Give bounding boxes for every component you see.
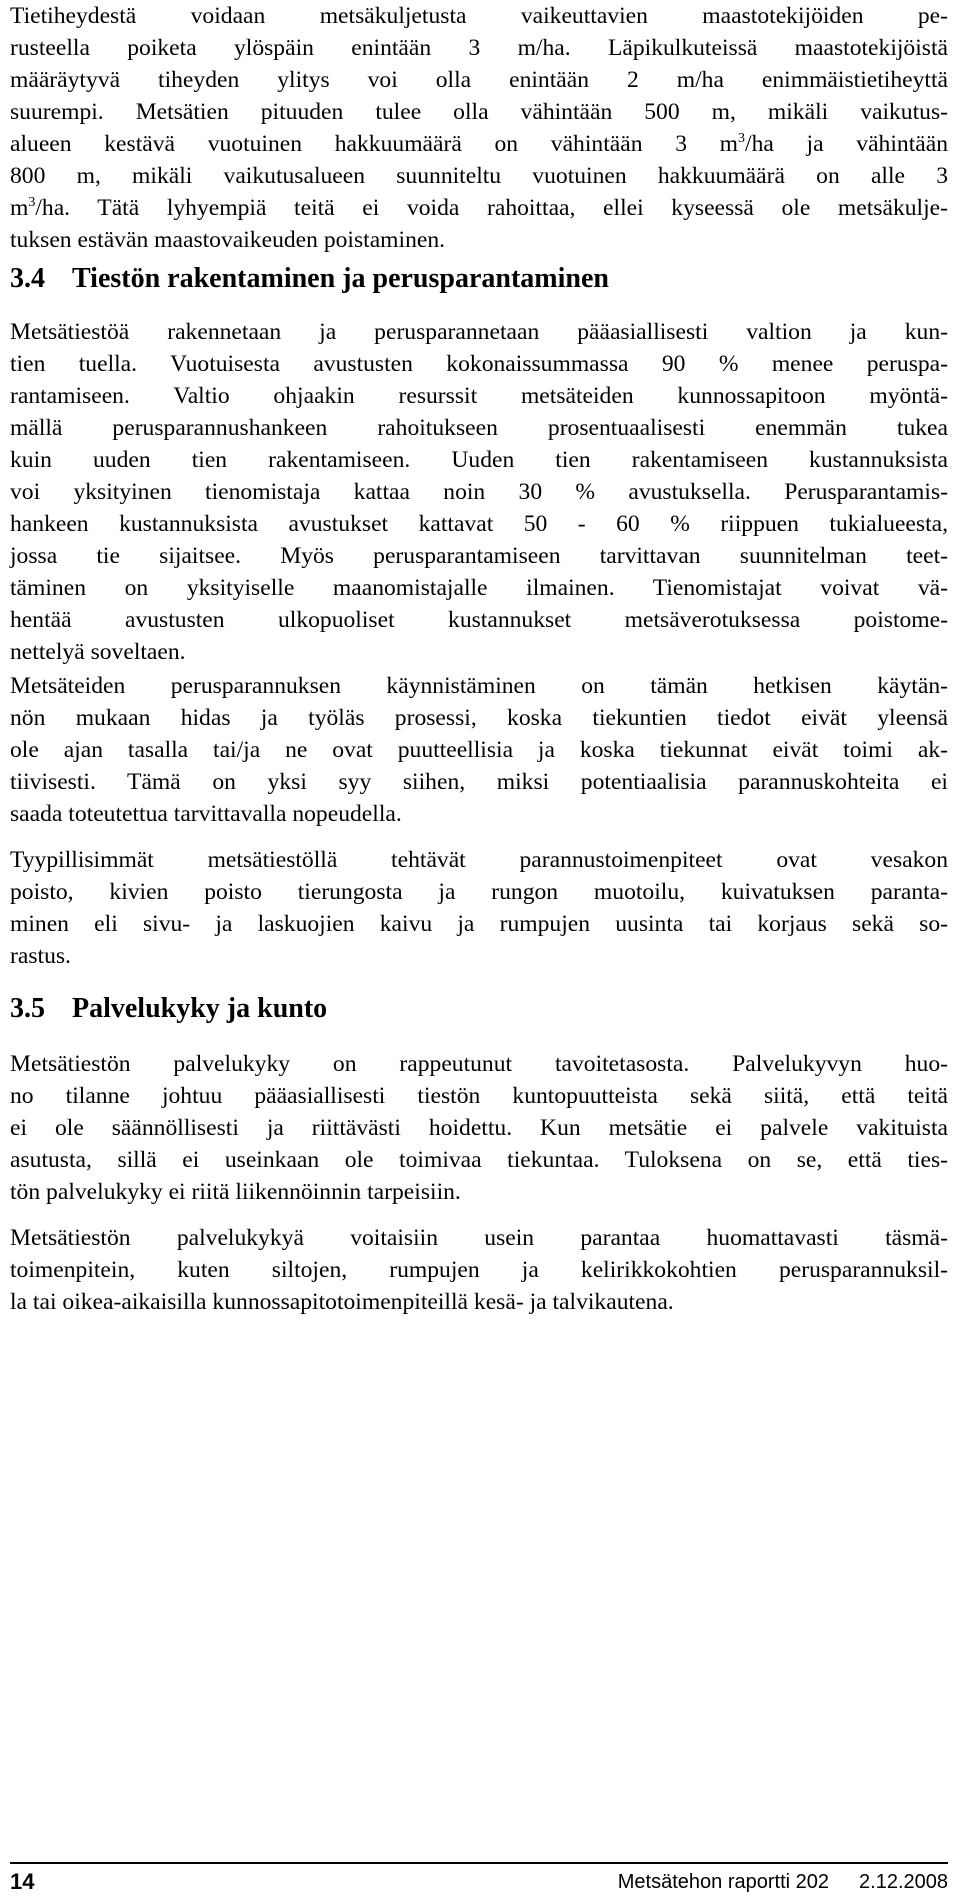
text-line: 800 m, mikäli vaikutusalueen suunniteltu vuotuinen hakkuumäärä on alle 3 xyxy=(10,163,948,189)
text-line: tiivisesti. Tämä on yksi syy siihen, miksi potentiaalisia parannuskohteita ei xyxy=(10,769,948,795)
text-line: täminen on yksityiselle maanomistajalle ilmainen. Tienomistajat voivat vä- xyxy=(10,575,948,601)
report-info xyxy=(618,1868,948,1896)
text-line: poisto, kivien poisto tierungosta ja rungon muotoilu, kuivatuksen paranta- xyxy=(10,879,948,905)
text-line: no tilanne johtuu pääasiallisesti tiestön kuntopuutteista sekä siitä, että teitä xyxy=(10,1083,948,1109)
text-line: nön mukaan hidas ja työläs prosessi, koska tiekuntien tiedot eivät yleensä xyxy=(10,705,948,731)
paragraph xyxy=(10,844,948,972)
section-title: Tiestön rakentaminen ja perusparantaminen xyxy=(72,263,609,294)
text-line: jossa tie sijaitsee. Myös perusparantamiseen tarvittavan suunnitelman teet- xyxy=(10,543,948,569)
text-line: la tai oikea-aikaisilla kunnossapitotoimenpiteillä kesä- ja talvikautena. xyxy=(10,1289,674,1315)
paragraph xyxy=(10,1222,948,1318)
text-line: rastus. xyxy=(10,943,71,969)
text-line: saada toteutettua tarvittavalla nopeudella. xyxy=(10,801,402,827)
intro-paragraph xyxy=(10,0,948,256)
text-line: määräytyvä tiheyden ylitys voi olla enintään 2 m/ha enimmäistietiheyttä xyxy=(10,67,948,93)
text-line: $m^3/ha$. Tätä lyhyempiä teitä ei voida rahoittaa, ellei kyseessä ole metsäkulje- xyxy=(10,195,948,221)
text-line: Metsäteiden perusparannuksen käynnistäminen on tämän hetkisen käytän- xyxy=(10,673,948,699)
paragraph xyxy=(10,1048,948,1208)
superscript: 3 xyxy=(738,131,746,146)
text-line: nettelyä soveltaen. xyxy=(10,639,186,665)
text-line: hentää avustusten ulkopuoliset kustannukset metsäverotuksessa poistome- xyxy=(10,607,948,633)
text-line: Metsätiestön palvelukykyä voitaisiin usein parantaa huomattavasti täsmä- xyxy=(10,1225,948,1251)
paragraph xyxy=(10,316,948,668)
text-line: asutusta, sillä ei useinkaan ole toimivaa tiekuntaa. Tuloksena on se, että ties- xyxy=(10,1147,948,1173)
section-title: Palvelukyky ja kunto xyxy=(72,993,328,1024)
paragraph xyxy=(10,670,948,830)
text-line: Tyypillisimmät metsätiestöllä tehtävät parannustoimenpiteet ovat vesakon xyxy=(10,847,948,873)
text-line: rantamiseen. Valtio ohjaakin resurssit metsäteiden kunnossapitoon myöntä- xyxy=(10,383,948,409)
superscript: 3 xyxy=(28,195,36,210)
text-line: hankeen kustannuksista avustukset kattavat 50 - 60 % riippuen tukialueesta, xyxy=(10,511,948,537)
text-line: toimenpitein, kuten siltojen, rumpujen ja kelirikkokohtien perusparannuksil- xyxy=(10,1257,948,1283)
text-line: Metsätiestöä rakennetaan ja perusparannetaan pääasiallisesti valtion ja kun- xyxy=(10,319,948,345)
text-line: rusteella poiketa ylöspäin enintään 3 m/ha. Läpikulkuteissä maastotekijöistä xyxy=(10,35,948,61)
text-line: Tietiheydestä voidaan metsäkuljetusta vaikeuttavien maastotekijöiden pe- xyxy=(10,3,948,29)
text-line: suurempi. Metsätien pituuden tulee olla vähintään 500 m, mikäli vaikutus- xyxy=(10,99,948,125)
text-line: kuin uuden tien rakentamiseen. Uuden tien rakentamiseen kustannuksista xyxy=(10,447,948,473)
text-line: alueen kestävä vuotuinen hakkuumäärä on vähintään 3 $m^3/ha$ ja vähintään xyxy=(10,131,948,157)
section-number: 3.4 xyxy=(10,263,45,294)
text-line: mällä perusparannushankeen rahoitukseen prosentuaalisesti enemmän tukea xyxy=(10,415,948,441)
page-number: 14 xyxy=(10,1869,35,1894)
text-line: ei ole säännöllisesti ja riittävästi hoidettu. Kun metsätie ei palvele vakituista xyxy=(10,1115,948,1141)
section-heading-3-5 xyxy=(10,992,948,1026)
page-footer xyxy=(10,1868,948,1898)
section-heading-3-4 xyxy=(10,262,948,296)
text-line: tuksen estävän maastovaikeuden poistaminen. xyxy=(10,227,446,253)
text-line: Metsätiestön palvelukyky on rappeutunut tavoitetasosta. Palvelukyvyn huo- xyxy=(10,1051,948,1077)
text-line: tien tuella. Vuotuisesta avustusten kokonaissummassa 90 % menee peruspa- xyxy=(10,351,948,377)
text-line: ole ajan tasalla tai/ja ne ovat puutteellisia ja koska tiekunnat eivät toimi ak- xyxy=(10,737,948,763)
text-line: minen eli sivu- ja laskuojien kaivu ja rumpujen uusinta tai korjaus sekä so- xyxy=(10,911,948,937)
text-line: tön palvelukyky ei riitä liikennöinnin tarpeisiin. xyxy=(10,1179,461,1205)
report-date: 2.12.2008 xyxy=(859,1871,948,1893)
report-name: Metsätehon raportti 202 xyxy=(617,1871,830,1893)
text-line: voi yksityinen tienomistaja kattaa noin 30 % avustuksella. Perusparantamis- xyxy=(10,479,948,505)
section-number: 3.5 xyxy=(10,993,45,1024)
footer-divider xyxy=(10,1862,948,1864)
